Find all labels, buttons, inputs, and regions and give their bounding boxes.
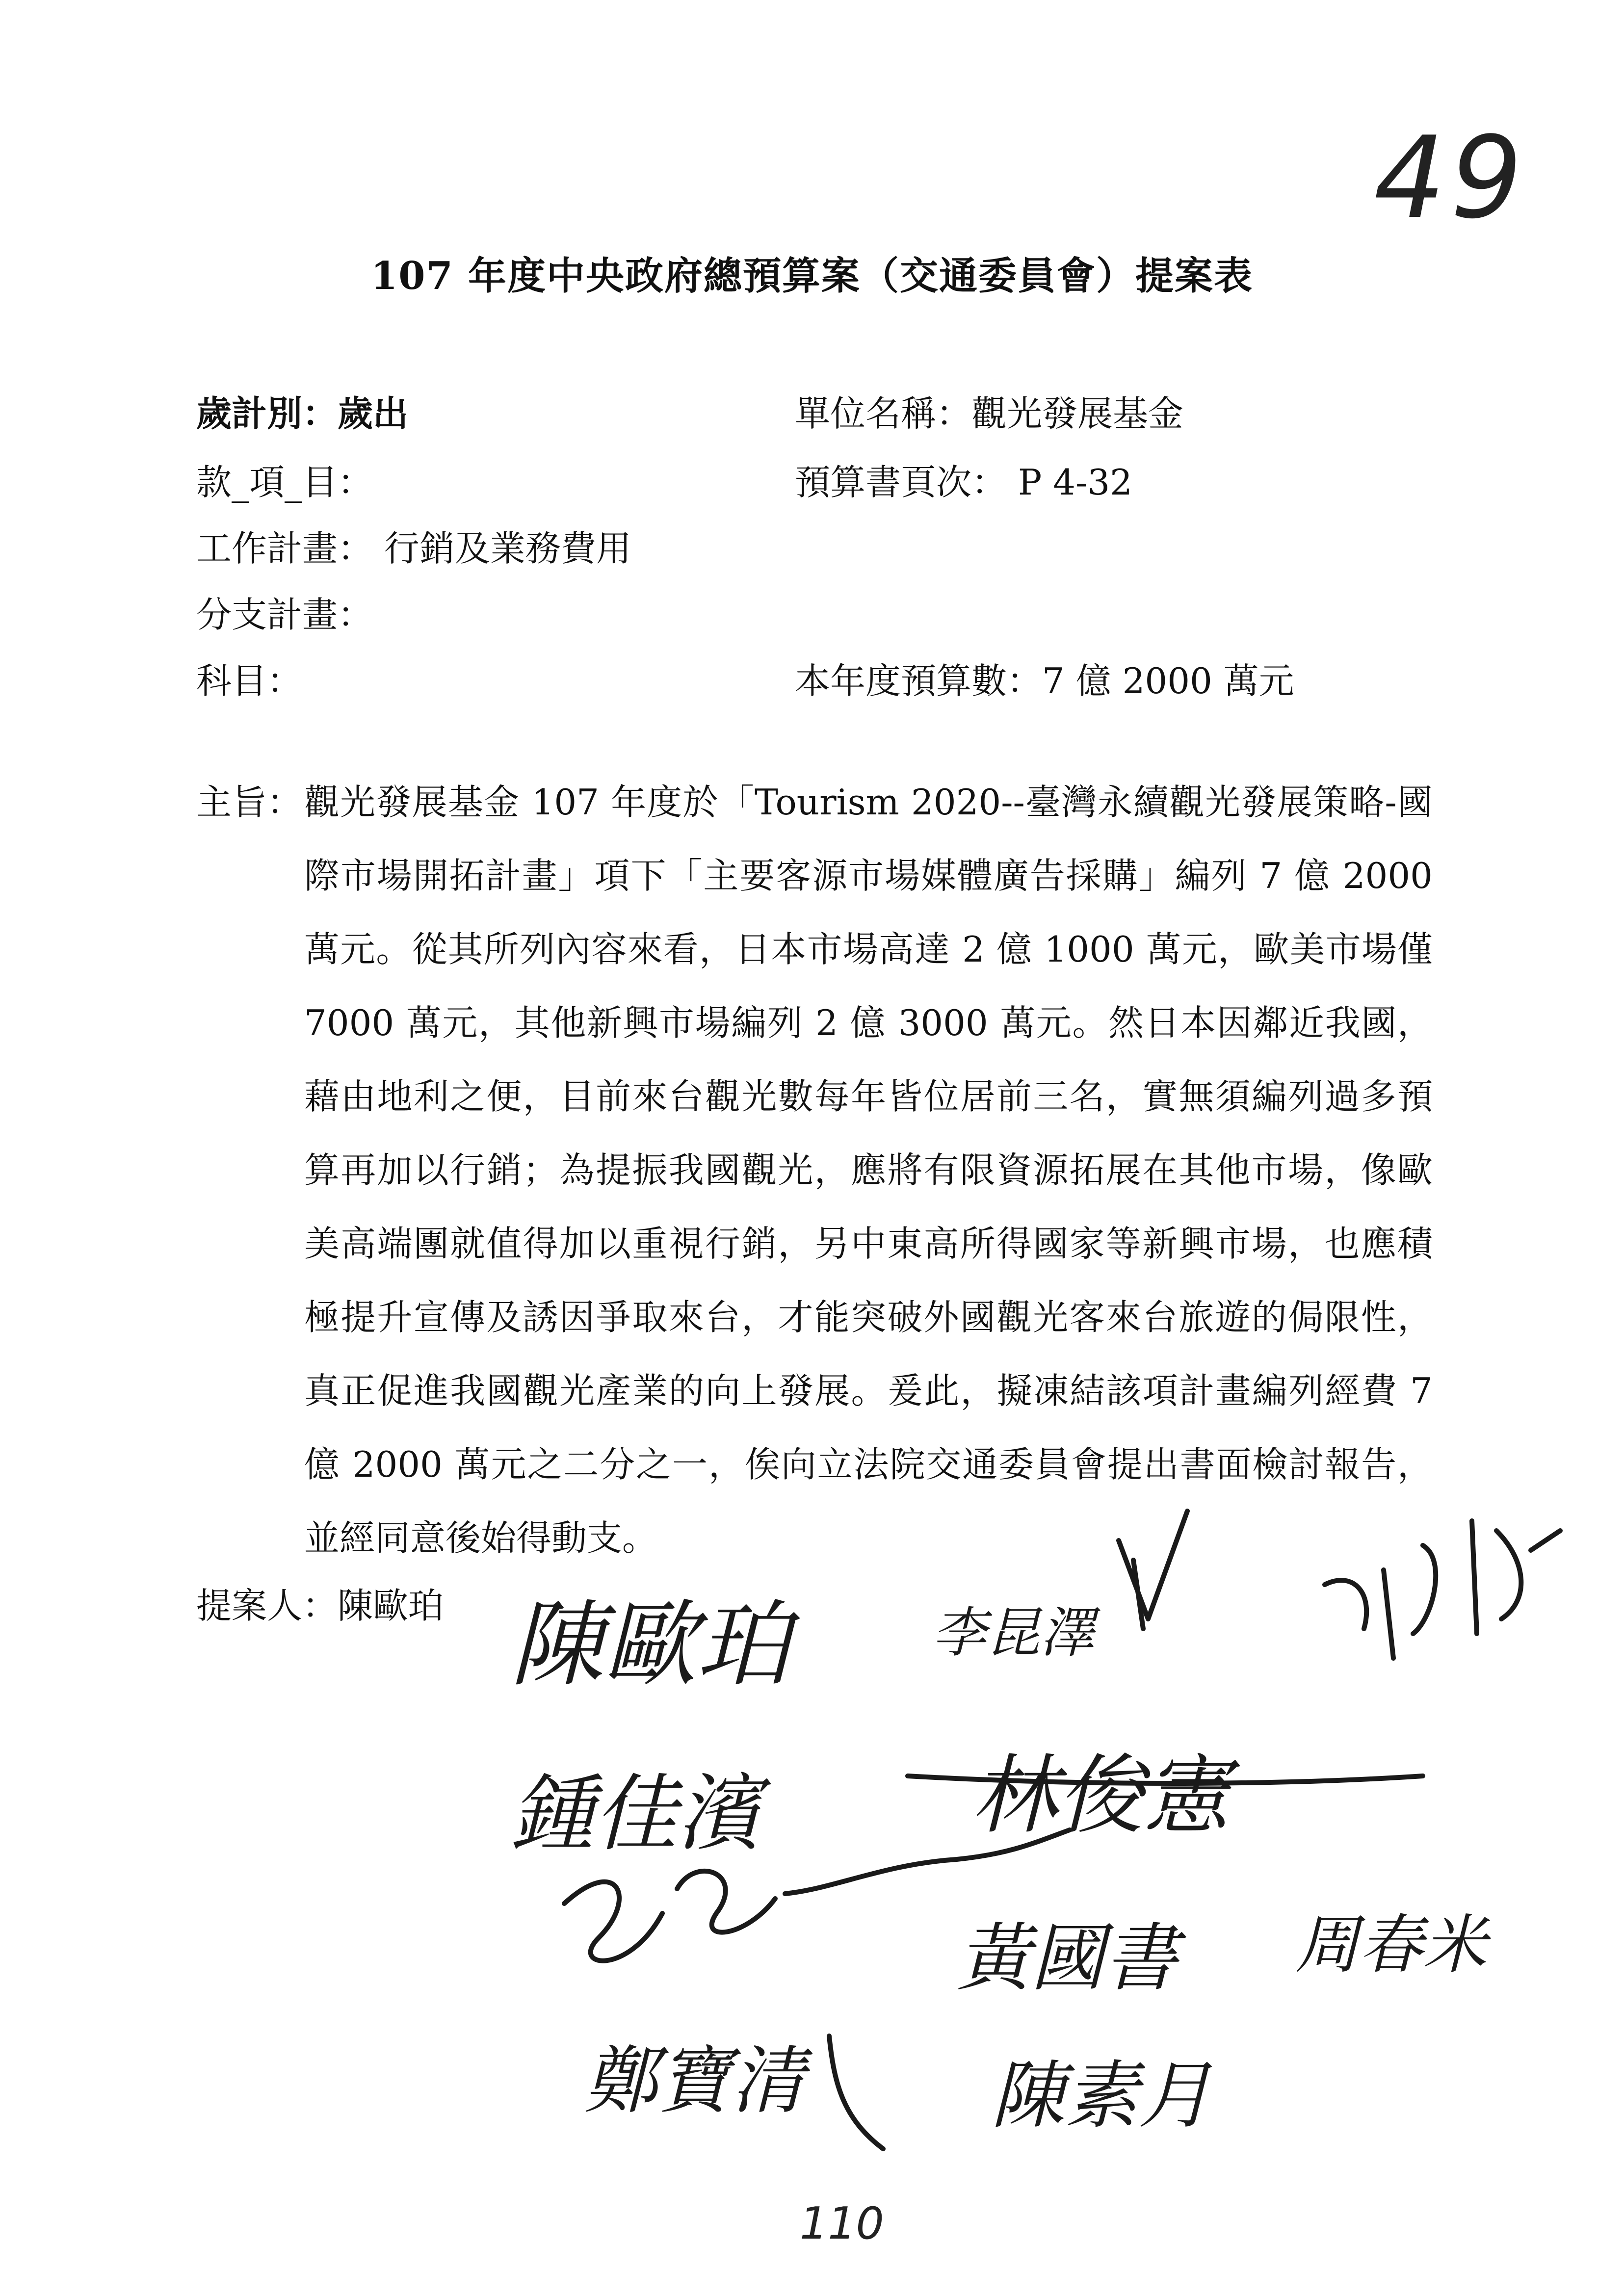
signature: 鍾佳濱 <box>510 1766 761 1863</box>
field-value: 觀光發展基金 <box>971 393 1184 434</box>
signature: 陳歐珀 <box>510 1591 790 1699</box>
field-label: 科目： <box>196 660 303 702</box>
proposer-label: 提案人： <box>196 1585 338 1626</box>
handwritten-page-number: 49 <box>1374 113 1527 244</box>
field-value: 行銷及業務費用 <box>373 528 631 569</box>
signature: 林俊憲 <box>971 1746 1229 1846</box>
field-label: 歲計別： <box>196 392 338 434</box>
field-label: 款_項_目： <box>196 462 373 503</box>
field-value: 7 億 2000 萬元 <box>1042 660 1294 702</box>
handwritten-footnote: 110 <box>800 2198 884 2249</box>
proposer-name: 陳歐珀 <box>338 1585 444 1626</box>
field-label: 預算書頁次： <box>795 462 1007 503</box>
signature: 黃國書 <box>957 1916 1178 2001</box>
signature: 陳素月 <box>991 2053 1212 2139</box>
subject-label: 主旨： <box>196 782 303 823</box>
signature: 鄭寶清 <box>584 2038 805 2124</box>
field-value: 歲出 <box>338 392 409 434</box>
field-label: 分支計畫： <box>196 594 373 635</box>
field-value: P 4-32 <box>1007 462 1132 503</box>
field-label: 單位名稱： <box>795 393 972 434</box>
signature: 周春米 <box>1295 1907 1487 1982</box>
signature: 李昆澤 <box>932 1601 1094 1664</box>
subject-text: 觀光發展基金 107 年度於「Tourism 2020--臺灣永續觀光發展策略-國際市場開拓計畫」項下「主要客源市場媒體廣告採購」編列 7 億 2000 萬元。從其所列內容來看，日本市場高達 2 億 1000 萬元，歐美市場僅 7000 萬元，其他新興市場編列 2 億 3000 萬元。然日本因鄰近我國，藉由地利之便，目前來台觀光數每年皆位居前三名，實無須編列過多預算再加以行銷；為提振我國觀光，應將有限資源拓展在其他市場，像歐美高端團就值得加以重視行銷，另中東高所得國家等新興市場，也應積極提升宣傳及誘因爭取來台，才能突破外國觀光客來台旅遊的侷限性，真正促進我國觀光產業的向上發展。爰此，擬凍結該項計畫編列經費 7 億 2000 萬元之二分之一，俟向立法院交通委員會提出書面檢討報告，並經同意後始得動支。 <box>304 782 1433 1559</box>
field-label: 工作計畫： <box>196 528 373 569</box>
document-title: 107 年度中央政府總預算案（交通委員會）提案表 <box>371 254 1253 298</box>
field-label: 本年度預算數： <box>795 660 1043 702</box>
